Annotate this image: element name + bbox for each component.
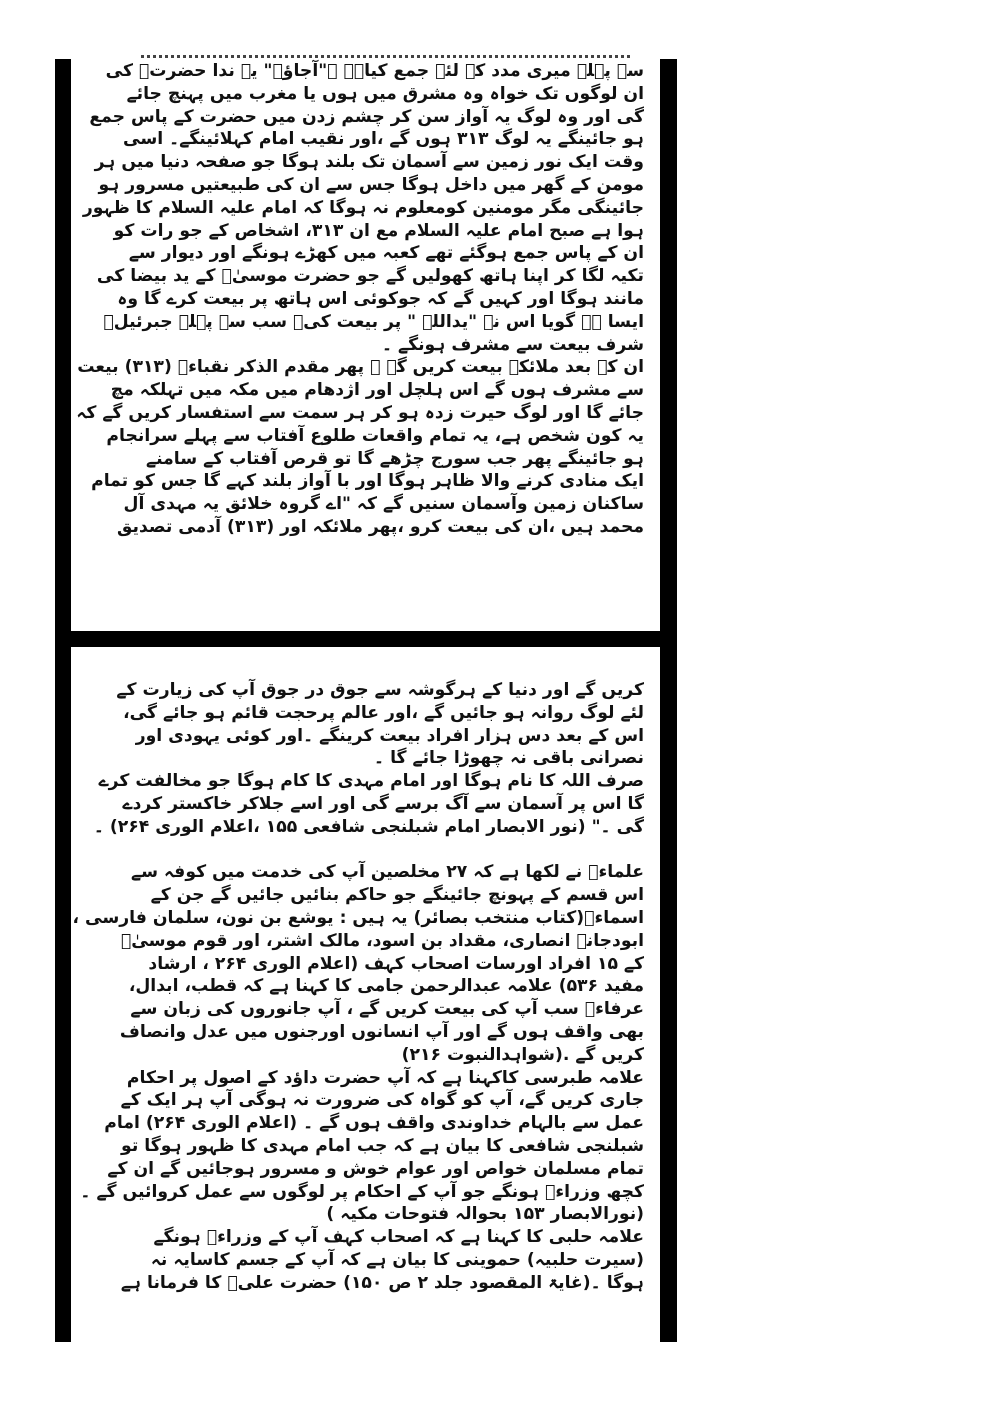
text-line: شرف بیعت سے مشرف ہونگے ۔ <box>381 334 644 355</box>
text-line: ان کے بعد ملائکہ بیعت کریں گے ۔ پھر مقدم الذکر نقباءؑ (۳۱۳) بیعت <box>77 357 644 378</box>
text-line: جائینگی مگر مومنین کومعلوم نہ ہوگا کہ امام علیہ السلام کا ظہور <box>82 197 644 218</box>
text-line: گا اس پر آسمان سے آگ برسے گی اور اسے جلاکر خاکستر کردے <box>122 793 644 814</box>
text-line: (سیرت حلبیہ) حموینی کا بیان ہے کہ آپ کے جسم کاسایہ نہ <box>150 1249 644 1270</box>
text-line: یہ کون شخص ہے، یہ تمام واقعات طلوع آفتاب سے پہلے سرانجام <box>106 425 644 446</box>
urdu-text-block-2 <box>72 679 644 1295</box>
text-line: مانند ہوگا اور کہیں گے کہ جوکوئی اس ہاتھ پر بیعت کرے گا وہ <box>117 288 644 309</box>
text-line: محمد ہیں ،ان کی بیعت کرو ،پھر ملائکہ اور (۳۱۳) آدمی تصدیق <box>117 516 644 537</box>
text-line: نصرانی باقی نہ چھوڑا جائے گا ۔ <box>374 748 644 769</box>
text-line: ہوا ہے صبح امام علیہ السلام مع ان ۳۱۳، اشخاص کے جو رات کو <box>113 220 644 241</box>
text-line: ایسا ہے گویا اس نے "یداللہ " پر بیعت کی۔ سب سے پہلے جبرئیلؑ <box>103 311 644 332</box>
text-line: مفید ۵۳۶) علامہ عبدالرحمن جامی کا کہنا ہے کہ قطب، ابدال، <box>128 976 644 997</box>
urdu-text-block-1 <box>76 60 644 539</box>
text-line: ہو جائینگے یہ لوگ ۳۱۳ ہوں گے ،اور نقیب امام کہلائینگے۔ اسی <box>122 129 644 150</box>
text-line: (نورالابصار ۱۵۳ بحوالہ فتوحات مکیہ ) <box>326 1204 644 1225</box>
text-line: عرفاءؑ سب آپ کی بیعت کریں گے ، آپ جانوروں کی زبان سے <box>130 999 644 1020</box>
text-line: ہوگا ۔(غایۃ المقصود جلد ۲ ص ۱۵۰) حضرت علیؑ کا فرمانا ہے <box>120 1272 644 1293</box>
text-line: علماءؑ نے لکھا ہے کہ ۲۷ مخلصین آپ کی خدمت میں کوفہ سے <box>131 862 644 883</box>
text-line: لئے لوگ روانہ ہو جائیں گے ،اور عالم پرحجت قائم ہو جائے گی، <box>123 702 644 723</box>
page-panel-2 <box>71 647 660 1342</box>
text-line: علامہ طبرسی کاکہنا ہے کہ آپ حضرت داؤد کے اصول پر احکام <box>126 1067 644 1088</box>
text-line: سے پہلے میری مدد کے لئے جمع کیاہے ۔"آجاؤ۔" یہ ندا حضرتؑ کی <box>105 61 644 81</box>
text-line: علامہ حلبی کا کہنا ہے کہ اصحاب کہف آپ کے وزراءؑ ہونگے <box>153 1227 644 1248</box>
text-line: ایک منادی کرنے والا ظاہر ہوگا اور با آواز بلند کہے گا جس کو تمام <box>91 471 644 492</box>
text-line: ان لوگوں تک خواہ وہ مشرق میں ہوں یا مغرب میں پہنچ جائے <box>126 83 644 104</box>
text-line: ان کے پاس جمع ہوگئے تھے کعبہ میں کھڑے ہونگے اور دیوار سے <box>128 243 644 264</box>
text-line: اسماءؑ(کتاب منتخب بصائر) یہ ہیں : یوشع بن نون، سلمان فارسی ، <box>72 907 644 928</box>
text-line: کریں گے اور دنیا کے ہرگوشہ سے جوق در جوق آپ کی زیارت کے <box>116 680 644 700</box>
text-line: سے مشرف ہوں گے اس ہلچل اور اژدھام میں مکہ میں تہلکہ مچ <box>110 380 644 401</box>
text-line: بھی واقف ہوں گے اور آپ انسانوں اورجنوں میں عدل وانصاف <box>119 1021 644 1042</box>
text-line: جائے گا اور لوگ حیرت زدہ ہو کر ہر سمت سے استفسار کریں گے کہ <box>76 402 644 423</box>
text-line: مومن کے گھر میں داخل ہوگا جس سے ان کی طبیعتیں مسرور ہو <box>98 174 644 195</box>
paragraph-gap <box>126 839 644 862</box>
text-line: کے ۱۵ افراد اورسات اصحاب کہف (اعلام الوری ۲۶۴ ، ارشاد <box>148 953 644 974</box>
text-line: عمل سے بالہام خداوندی واقف ہوں گے ۔ (اعلام الوری ۲۶۴) امام <box>104 1113 644 1134</box>
text-line: کچھ وزراءؑ ہونگے جو آپ کے احکام پر لوگوں سے عمل کروائیں گے ۔ <box>80 1181 644 1202</box>
text-line: ساکنان زمین وآسمان سنیں گے کہ "اے گروہ خلائق یہ مہدی آل <box>123 494 644 515</box>
page-panel-1 <box>71 59 660 631</box>
text-line: گی ۔" (نور الابصار امام شبلنجی شافعی ۱۵۵ ،اعلام الوری ۲۶۴) ۔ <box>93 816 644 837</box>
text-line: جاری کریں گے، آپ کو گواہ کی ضرورت نہ ہوگی آپ ہر ایک کے <box>120 1090 644 1111</box>
text-line: تکیہ لگا کر اپنا ہاتھ کھولیں گے جو حضرت موسیٰؑ کے ید بیضا کی <box>96 266 644 287</box>
text-line: ابودجانہ انصاری، مقداد بن اسود، مالک اشتر، اور قوم موسیٰؑ <box>120 930 644 951</box>
text-line: گی اور وہ لوگ یہ آواز سن کر چشم زدن میں حضرت کے پاس جمع <box>89 106 644 127</box>
text-line: شبلنجی شافعی کا بیان ہے کہ جب امام مہدی کا ظہور ہوگا تو <box>121 1135 644 1156</box>
text-line: اس قسم کے پہونچ جائینگے جو حاکم بنائیں جائیں گے جن کے <box>150 885 644 906</box>
text-line: ہو جائینگے پھر جب سورج چڑھے گا تو قرص آفتاب کے سامنے <box>146 448 644 469</box>
text-line: وقت ایک نور زمین سے آسمان تک بلند ہوگا جو صفحہ دنیا میں ہر <box>94 152 644 173</box>
text-line: تمام مسلمان خواص اور عوام خوش و مسرور ہوجائیں گے ان کے <box>107 1158 644 1179</box>
text-line: صرف اللہ کا نام ہوگا اور امام مہدی کا کام ہوگا جو مخالفت کرے <box>98 771 644 792</box>
text-line: کریں گے .(شواہدالنبوت ۲۱۶) <box>401 1044 644 1065</box>
text-line: اس کے بعد دس ہزار افراد بیعت کرینگے ۔اور کوئی یہودی اور <box>135 725 644 746</box>
